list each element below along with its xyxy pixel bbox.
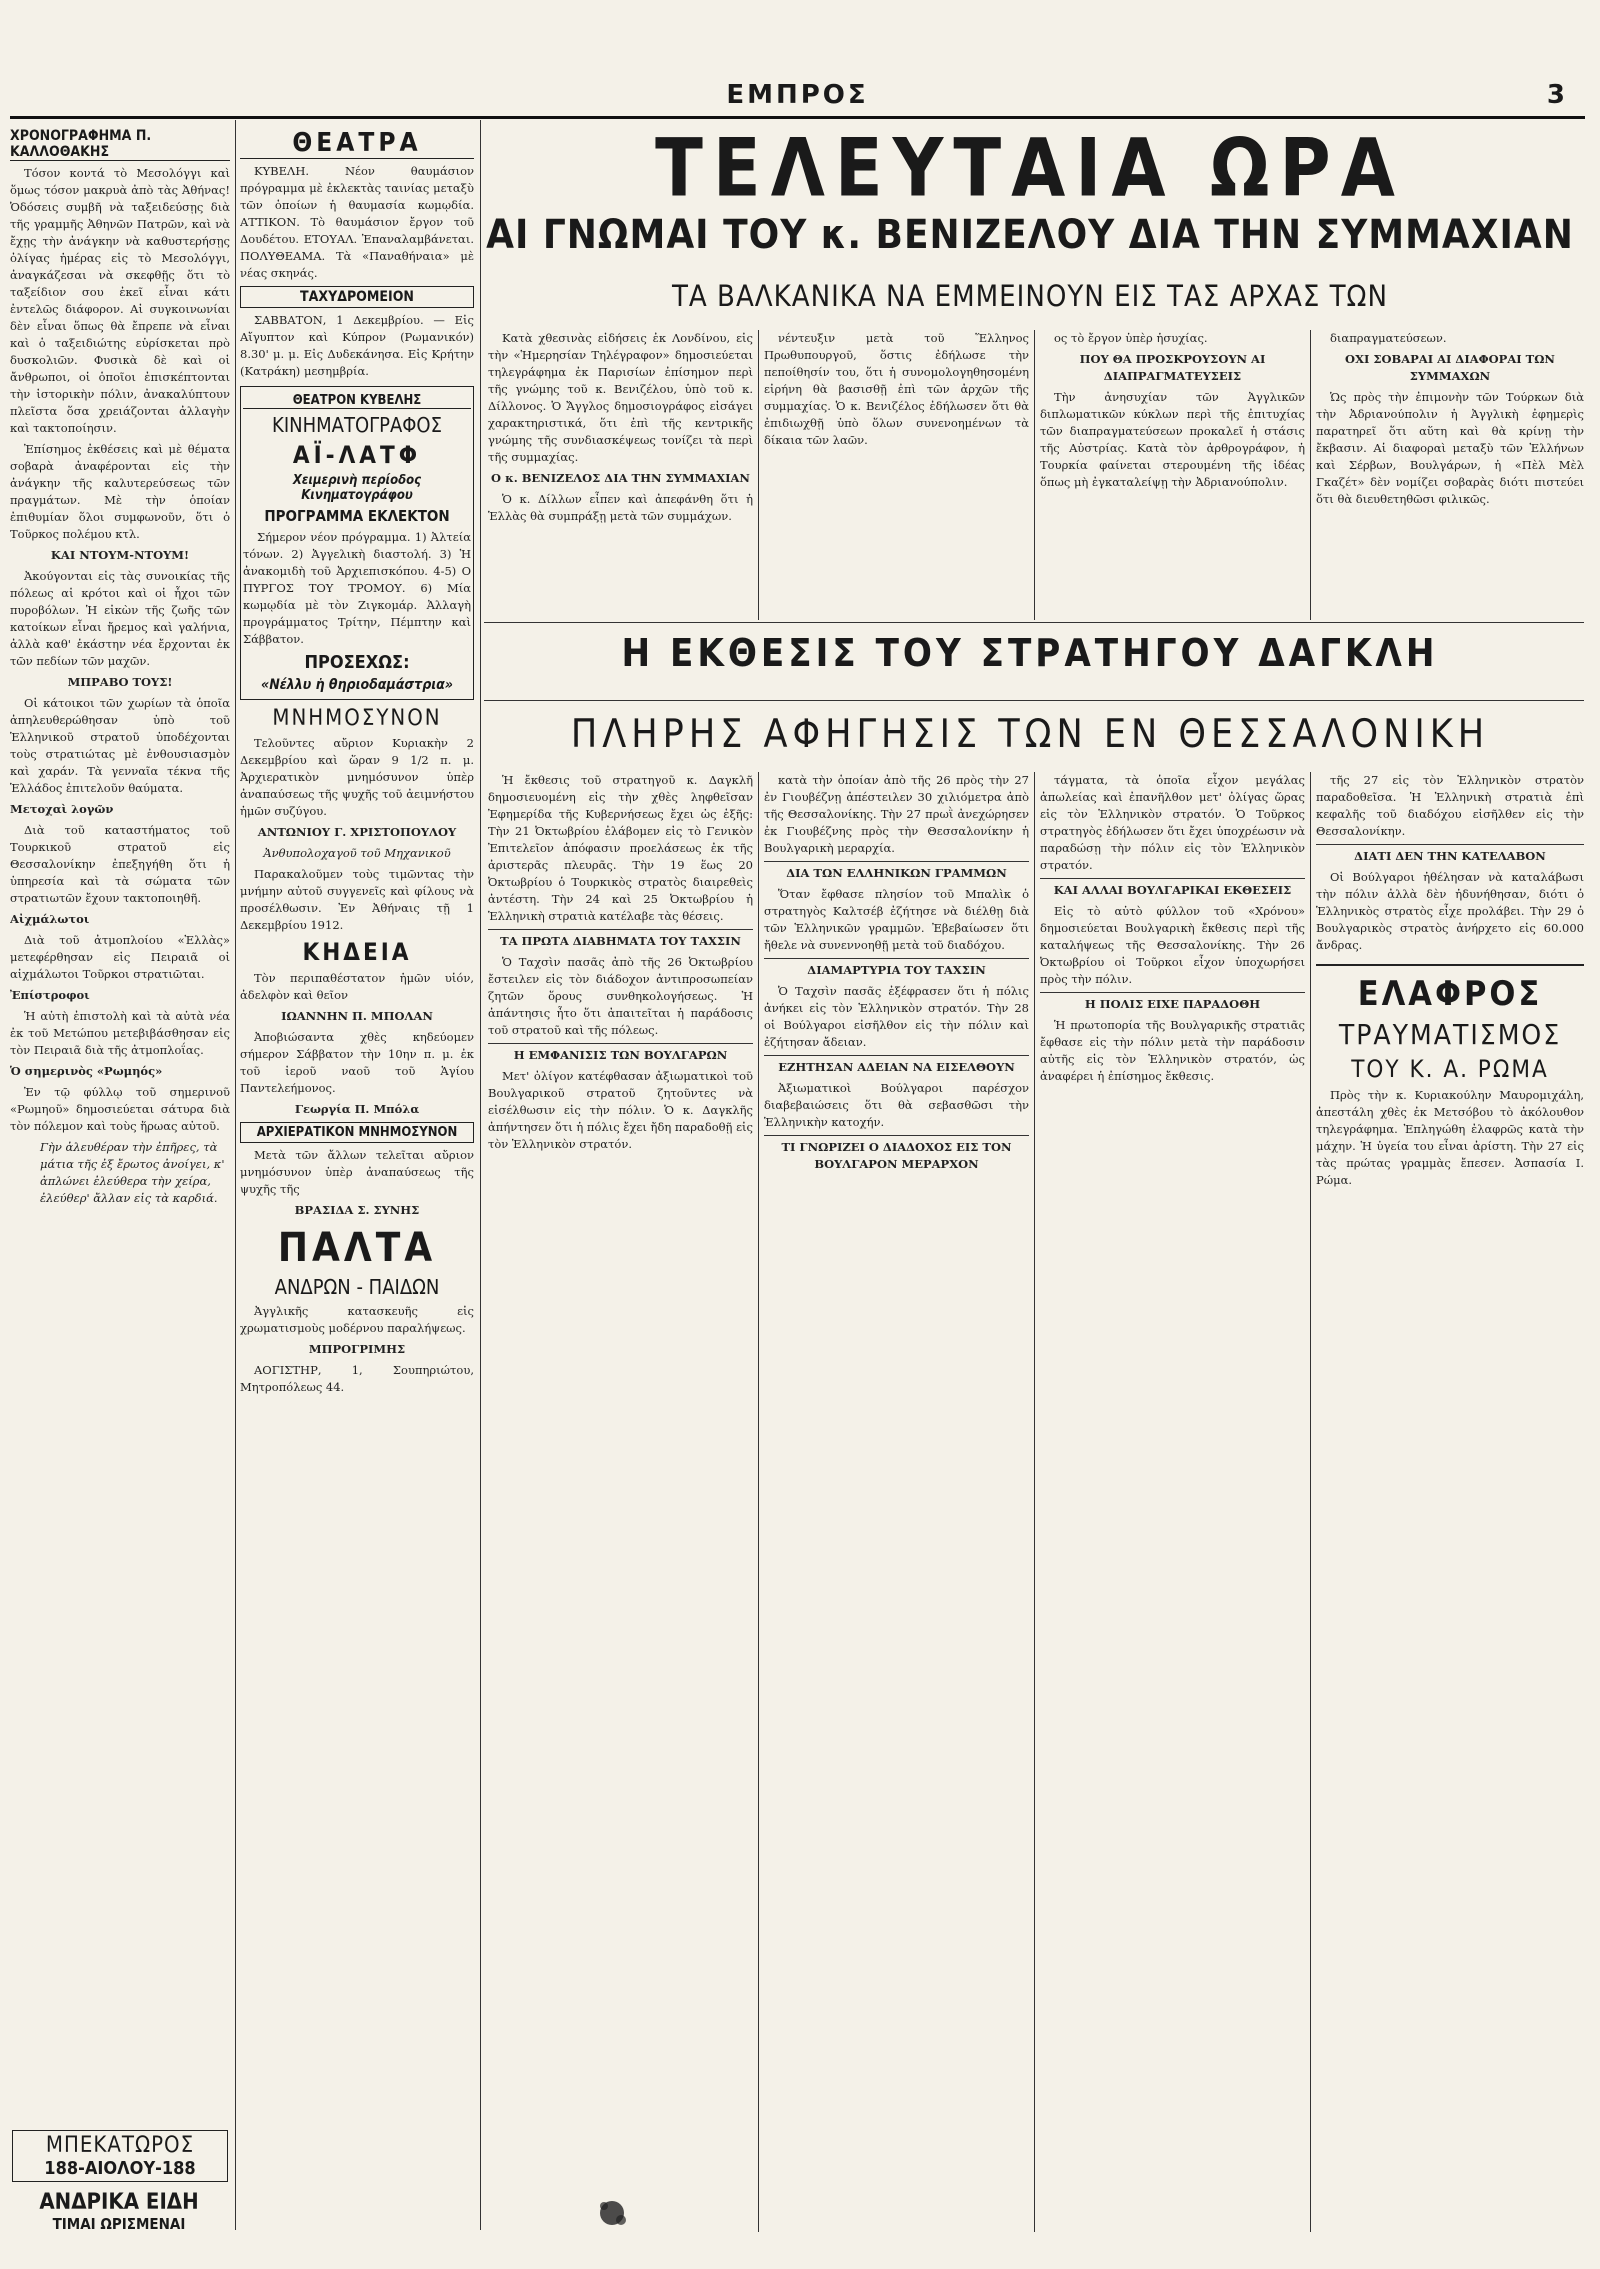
masthead — [10, 80, 1585, 112]
divider — [1310, 330, 1311, 620]
divider — [480, 120, 481, 2230]
paper-name: ΕΜΠΡΟΣ — [726, 80, 869, 110]
poem: Γὴν ἀλευθέραν τὴν ἐπῆρες, τὰ μάτια τῆς ἐξ ἔρωτος ἀνοίγει, κ' ἀπλώνει ἐλεύθερα τὴν χείρα, ἐλεύθερ' ἄλλαν εἰς τὰ καρδιά. — [40, 1140, 225, 1205]
subhead: Μετοχαὶ λογῶν — [10, 802, 114, 816]
paragraph: Τελοῦντες αὔριον Κυριακὴν 2 Δεκεμβρίου καὶ ὥραν 9 1/2 π. μ. Ἀρχιερατικὸν μνημόσυνον ὑπὲρ ἀναπαύσεως τῆς ψυχῆς τοῦ ἀειμνήστου ἡμῶν συζύγου. — [240, 736, 474, 818]
section-rule — [484, 622, 1584, 623]
article-col-a — [488, 330, 753, 620]
paragraph: Ἀγγλικῆς κατασκευῆς εἰς χρωματισμοὺς μοδέρνου παραλήψεως. — [240, 1304, 474, 1335]
subhead: Η ΕΜΦΑΝΙΣΙΣ ΤΩΝ ΒΟΥΛΓΑΡΩΝ — [488, 1043, 753, 1064]
lower-col-3 — [1040, 772, 1305, 2232]
funeral-name: ΙΩΑΝΝΗΝ Π. ΜΠΟΛΑΝ — [281, 1009, 433, 1023]
paragraph: κατὰ τὴν ὁποίαν ἀπὸ τῆς 26 πρὸς τὴν 27 ἐν Γιουβέζνῃ ἀπέστειλεν 30 χιλιόμετρα ἀπὸ τῆς Θεσσαλονίκης. Τὴν 27 πρωῒ ἀνεχώρησεν ἐκ Γιουβέζνης πρὸς τὴν Θεσσαλονίκην ἡ Βουλγαρικὴ μεραρχία. — [764, 773, 1029, 855]
paragraph: Ἐν τῷ φύλλῳ τοῦ σημερινοῦ «Ρωμηοῦ» δημοσιεύεται σάτυρα διὰ τὸν πόλεμον καὶ τοὺς ἥρωας αὐτοῦ. — [10, 1085, 230, 1133]
chronicle-text: Τόσον κοντά τὸ Μεσολόγγι καὶ ὅμως τόσον μακρυὰ ἀπὸ τὰς Ἀθήνας! Ὁδόσεις συμβῆ νὰ ταξειδεύσῃς διὰ τῆς γραμμῆς Ἀθηνῶν Πατρῶν, καὶ νὰ ἔχῃς τὴν ἀνάγκην νὰ καθυστερήσῃς ὀλίγας ἡμέρας εἰς τὸ Μεσολόγγι, ἀναγκάζεσαι νὰ σκεφθῇς ὅτι τὸ ταξείδιον σου ἐκεῖ εἶναι κάτι ἐντελῶς διάφορον. Αἱ συγκοινωνίαι δὲν εἶναι ὅπως θὰ ἔπρεπε νὰ εἶναι καὶ ὁ ταξειδιώτης εὑρίσκεται πρὸ δυσκολιῶν. Φυσικὰ δὲ καὶ οἱ ἄνθρωποι, οἱ ὁποῖοι ἐπισκέπτονται τὴν ἱστορικὴν πόλιν, ἀνακαλύπτουν πλεῖστα ὅσα χρειάζονται ἀλλαγὴν καὶ τακτοποίησιν. — [10, 166, 230, 435]
paragraph: Οἱ Βούλγαροι ἠθέλησαν νὰ καταλάβωσι τὴν πόλιν ἀλλὰ δὲν ἠδυνήθησαν, διότι ὁ Ἑλληνικὸς στρατὸς εἶχε προλάβει. Τὴν 29 ὁ Βουλγαρικὸς στρατὸς ἀνήρχετο εἰς 60.000 ἄνδρας. — [1316, 870, 1584, 952]
divider — [758, 772, 759, 2232]
archi-title: ΑΡΧΙΕΡΑΤΙΚΟΝ ΜΝΗΜΟΣΥΝΟΝ — [240, 1122, 474, 1143]
memorial-title: ΜΝΗΜΟΣΥΝΟΝ — [272, 706, 442, 731]
archi — [240, 1147, 474, 1219]
paragraph: Ὁ Ταχσὶν πασᾶς ἐξέφρασεν ὅτι ἡ πόλις ἀνήκει εἰς τὸν Ἑλληνικὸν στρατόν. Τὴν 28 οἱ Βούλγαροι εἰσῆλθον εἰς τὴν πόλιν καὶ ἐζήτησαν ἄδειαν. — [764, 984, 1029, 1049]
main-title: ΤΕΛΕΥΤΑΙΑ ΩΡΑ — [655, 120, 1405, 216]
cinema-name-2: ΑΪ-ΛΑΤΦ — [292, 441, 422, 469]
theatre-text — [240, 163, 474, 282]
accident-title-2: ΤΡΑΥΜΑΤΙΣΜΟΣ — [1338, 1018, 1562, 1051]
paragraph: ος τὸ ἔργον ὑπὲρ ἡσυχίας. — [1054, 331, 1208, 345]
attention: ΠΡΟΣΕΧΩΣ: — [304, 652, 410, 673]
archi-name: ΒΡΑΣΙΔΑ Σ. ΣΥΝΗΣ — [294, 1203, 420, 1217]
theatre-title: ΘΕΑΤΡΑ — [240, 128, 474, 159]
subhead: ΕΖΗΤΗΣΑΝ ΑΔΕΙΑΝ ΝΑ ΕΙΣΕΛΘΟΥΝ — [764, 1055, 1029, 1076]
cinema-name: ΚΙΝΗΜΑΤΟΓΡΑΦΟΣ — [272, 413, 442, 437]
paragraph: Διὰ τοῦ ἀτμοπλοίου «Ἑλλὰς» μετεφέρθησαν εἰς Πειραιᾶ οἱ αἰχμάλωτοι Τοῦρκοι στρατιῶται. — [10, 933, 230, 981]
paragraph: Σήμερον νέον πρόγραμμα. 1) Ἀλτεία τόνων. 2) Ἀγγελικὴ διαστολή. 3) Ἡ ἀνακομιδὴ τοῦ Ἀρχιεπισκόπου. 4-5) Ο ΠΥΡΓΟΣ ΤΟΥ ΤΡΟΜΟΥ. 6) Μία κωμῳδία μὲ τὸν Ζιγκομάρ. Ἀλλαγὴ προγράμματος Τρίτην, Πέμπτην καὶ Σάββατον. — [243, 530, 471, 646]
subhead: ΔΙΑΜΑΡΤΥΡΙΑ ΤΟΥ ΤΑΧΣΙΝ — [764, 958, 1029, 979]
paragraph: Μετὰ τῶν ἄλλων τελεῖται αὔριον μνημόσυνον ὑπὲρ ἀναπαύσεως τῆς ψυχῆς τῆς — [240, 1148, 474, 1196]
subhead: ΔΙΑ ΤΩΝ ΕΛΛΗΝΙΚΩΝ ΓΡΑΜΜΩΝ — [764, 861, 1029, 882]
subhead: Αἰχμάλωτοι — [10, 912, 90, 926]
section-rule — [484, 700, 1584, 701]
paragraph: Τὸν περιπαθέστατον ἡμῶν υἱόν, ἀδελφὸν καὶ θεῖον — [240, 971, 474, 1002]
lower-col-2 — [764, 772, 1029, 2232]
post-text — [240, 312, 474, 380]
ad-title: ΜΠΕΚΑΤΩΡΟΣ — [45, 2133, 195, 2158]
subhead: ΠΟΥ ΘΑ ΠΡΟΣΚΡΟΥΣΟΥΝ ΑΙ ΔΙΑΠΡΑΓΜΑΤΕΥΣΕΙΣ — [1079, 352, 1266, 383]
paragraph: Εἰς τὸ αὐτὸ φύλλον τοῦ «Χρόνου» δημοσιεύεται Βουλγαρικὴ ἔκθεσις περὶ τῆς καταλήψεως τῆς Θεσσαλονίκης. Τὴν 26 Ὀκτωβρίου οἱ Τοῦρκοι εἶχον ὑποχωρήσει πρὸς τὴν πόλιν. — [1040, 904, 1305, 986]
subhead: ΤΙ ΓΝΩΡΙΖΕΙ Ο ΔΙΑΔΟΧΟΣ ΕΙΣ ΤΟΝ ΒΟΥΛΓΑΡΟΝ ΜΕΡΑΡΧΟΝ — [764, 1135, 1029, 1173]
ad-title: ΑΝΔΡΙΚΑ ΕΙΔΗ — [39, 2190, 199, 2215]
paragraph: διαπραγματεύσεων. — [1330, 331, 1447, 345]
chronicle-title: ΧΡΟΝΟΓΡΑΦΗΜΑ — [10, 128, 132, 144]
paragraph: τῆς 27 εἰς τὸν Ἑλληνικὸν στρατὸν παραδοθεῖσα. Ἡ Ἑλληνικὴ στρατιὰ ἐπὶ κεφαλῆς τοῦ διαδόχου εἰσῆλθεν εἰς τὴν Θεσσαλονίκην. — [1316, 773, 1584, 838]
divider — [1034, 330, 1035, 620]
divider — [235, 120, 236, 2230]
paragraph: Ὡς πρὸς τὴν ἐπιμονὴν τῶν Τούρκων διὰ τὴν Ἀδριανούπολιν ἡ Ἀγγλικὴ ἐφημερὶς παρατηρεῖ ὅτι αὕτη καὶ θὰ κρίνῃ τὴν ἔκβασιν. Αἱ διαφοραὶ μεταξὺ τῶν Ἑλλήνων καὶ Σέρβων, Βουλγάρων, ἡ «Πὲλ Μὲλ Γκαζέτ» δὲν νομίζει σοβαρὰς διότι πιστεύει ὅτι θὰ διευθετηθῶσι φιλικῶς. — [1316, 390, 1584, 506]
paragraph: Τὴν ἀνησυχίαν τῶν Ἀγγλικῶν διπλωματικῶν κύκλων περὶ τῆς ἐπιτυχίας τῶν διαπραγματεύσεων προκαλεῖ ἡ στάσις τῆς Αὐστρίας. Κατὰ τὸν ἀρθρογράφον, ἡ Τουρκία φαίνεται στερουμένη τῆς ἰδέας ὅπως μὴ ἐγκαταλείψῃ τὴν Ἀδριανούπολιν. — [1040, 390, 1305, 489]
chronicle-body — [10, 165, 230, 1207]
paragraph: Ἀποβιώσαντα χθὲς κηδεύομεν σήμερον Σάββατον τὴν 10ην π. μ. ἐκ τοῦ ἱεροῦ ναοῦ τοῦ Ἁγίου Παντελεήμονος. — [240, 1030, 474, 1095]
paragraph: Ἀξιωματικοὶ Βούλγαροι παρέσχον διαβεβαιώσεις ὅτι θὰ σεβασθῶσι τὴν Ἑλληνικὴν κατοχήν. — [764, 1081, 1029, 1129]
palta-title: ΠΑΛΤΑ — [277, 1225, 437, 1271]
paragraph: Πρὸς τὴν κ. Κυριακούλην Μαυρομιχάλη, ἀπεστάλη χθὲς ἐκ Μετσόβου τὸ ἀκόλουθον τηλεγράφημα. Ἐπληγώθη ἐλαφρῶς κατὰ τὴν μάχην. Ἡ ὑγεία του εἶναι ἀρίστη. Τὴν 27 εἰς τὰς πρώτας γραμμὰς ἔπεσεν. Ἀσπασία Ι. Ρώμα. — [1316, 1088, 1584, 1187]
paragraph: Ὁ κ. Δίλλων εἶπεν καὶ ἀπεφάνθη ὅτι ἡ Ἑλλὰς θὰ συμπράξῃ μετὰ τῶν συμμάχων. — [488, 492, 753, 523]
accident-article — [1316, 964, 1584, 1189]
divider — [1034, 772, 1035, 2232]
paragraph: Ἀκούγονται εἰς τὰς συνοικίας τῆς πόλεως αἱ κρότοι καὶ οἱ ἦχοι τῶν πυροβόλων. Ἡ εἰκὼν τῆς ζωῆς τῶν κατοίκων εἶναι ἤρεμος καὶ γαλήνια, ἀλλὰ καθ' ἑκάστην νέα ἔρχονται ἐκ τῶν πεδίων τῶν μαχῶν. — [10, 569, 230, 668]
funeral-title: ΚΗΔΕΙΑ — [302, 938, 412, 966]
program-title: ΠΡΟΓΡΑΜΜΑ ΕΚΛΕΚΤΟΝ — [264, 507, 450, 525]
cinema-box-title: ΘΕΑΤΡΟΝ ΚΥΒΕΛΗΣ — [243, 393, 471, 409]
ad-bekatoros — [12, 2130, 228, 2182]
subhead: ΤΑ ΠΡΩΤΑ ΔΙΑΒΗΜΑΤΑ ΤΟΥ ΤΑΧΣΙΝ — [488, 929, 753, 950]
left-column — [10, 124, 230, 2224]
ad-address: 188-ΑΙΟΛΟΥ-188 — [44, 2158, 196, 2179]
cinema-box — [240, 386, 474, 700]
paragraph: τάγματα, τὰ ὁποῖα εἶχον μεγάλας ἀπωλείας καὶ ἐπανῆλθον μετ' ὀλίγας ὥρας εἰς τὸν Ἑλληνικὸν στρατόν. Ὁ Τοῦρκος στρατηγὸς ἐδήλωσεν ὅτι ἔχει ὑποχρέωσιν νὰ παραδώσῃ τὴν πόλιν εἰς τὸν Ἑλληνικὸν στρατόν. — [1040, 773, 1305, 872]
subhead: ΔΙΑΤΙ ΔΕΝ ΤΗΝ ΚΑΤΕΛΑΒΟΝ — [1316, 844, 1584, 865]
article-col-b — [764, 330, 1029, 620]
chronicle-heading — [10, 128, 230, 161]
paragraph: νέντευξιν μετὰ τοῦ Ἕλληνος Πρωθυπουργοῦ, ὅστις ἐδήλωσε τὴν πεποίθησίν του, ὅτι ἡ συνομολογηθησομένη εἰρήνη θὰ βασισθῇ ἐπὶ τῶν ἀρχῶν τῆς συμμαχίας. Ὁ κ. Βενιζέλος ἐδήλωσεν ὅτι θὰ ἐπιδιωχθῇ ὑπὸ ὅλων συνενοημένων τὰ δίκαια τῶν λαῶν. — [764, 331, 1029, 447]
subhead: Ἐπίστροφοι — [10, 988, 90, 1002]
headline-dagklis-report: Η ΕΚΘΕΣΙΣ ΤΟΥ ΣΤΡΑΤΗΓΟΥ ΔΑΓΚΛΗ — [621, 631, 1439, 675]
paragraph: Ὁ Ταχσὶν πασᾶς ἀπὸ τῆς 26 Ὀκτωβρίου ἔστειλεν εἰς τὸν διάδοχον ἀντιπροσωπείαν ζητῶν ὅρους συνθηκολογήσεως. Ἡ ἀπάντησις ἦτο ὅτι ἀπαιτεῖται ἡ παράδοσις τοῦ στρατοῦ καὶ τῆς πόλεως. — [488, 955, 753, 1037]
paragraph: Ἡ πρωτοπορία τῆς Βουλγαρικῆς στρατιᾶς ἔφθασε εἰς τὴν πόλιν μετὰ τὴν παράδοσιν αὐτῆς εἰς τὸν Ἑλληνικὸν στρατόν, ὡς ἀναφέρει ἡ ἐπίσημος ἔκθεσις. — [1040, 1018, 1305, 1083]
palta-subtitle: ΑΝΔΡΩΝ - ΠΑΙΔΩΝ — [274, 1275, 440, 1299]
paragraph: Ὅταν ἔφθασε πλησίον τοῦ Μπαλὶκ ὁ στρατηγὸς Καλτσέβ ἐζήτησε νὰ διέλθῃ διὰ τῶν Ἑλληνικῶν γραμμῶν. Ἐβεβαίωσεν ὅτι ἤθελε νὰ συνεννοηθῇ μετὰ τοῦ διαδόχου. — [764, 887, 1029, 952]
divider — [1310, 772, 1311, 2232]
funeral-sign: Γεωργία Π. Μπόλα — [294, 1102, 420, 1116]
paragraph: Οἱ κάτοικοι τῶν χωρίων τὰ ὁποῖα ἀπηλευθερώθησαν ὑπὸ τοῦ Ἑλληνικοῦ στρατοῦ ὑποδέχονται τοὺς στρατιώτας μὲ ἐνθουσιασμὸν καὶ χαράν. Τὰ γενναῖα τέκνα τῆς Ἑλλάδος ἐπιτελοῦν θαύματα. — [10, 696, 230, 795]
subhead: ΟΧΙ ΣΟΒΑΡΑΙ ΑΙ ΔΙΑΦΟΡΑΙ ΤΩΝ ΣΥΜΜΑΧΩΝ — [1345, 352, 1555, 383]
article-col-c — [1040, 330, 1305, 620]
ink-blot — [595, 2196, 629, 2230]
memorial-role: Ἀνθυπολοχαγοῦ τοῦ Μηχανικοῦ — [263, 846, 451, 860]
post-title: ΤΑΧΥΔΡΟΜΕΙΟΝ — [240, 286, 474, 308]
second-column — [240, 124, 474, 2234]
attention-text: «Νέλλυ ἡ θηριοδαμάστρια» — [261, 677, 453, 693]
ad-mens-goods — [12, 2190, 226, 2233]
paragraph: Διὰ τοῦ καταστήματος τοῦ Τουρκικοῦ στρατοῦ εἰς Θεσσαλονίκην ἐπεξηγήθη ὅτι ἡ ὑπηρεσία καὶ τὰ σώματα τῶν στρατιωτῶν ἔχουν τακτοποιηθῆ. — [10, 823, 230, 905]
headline-venizelos: ΑΙ ΓΝΩΜΑΙ ΤΟΥ κ. ΒΕΝΙΖΕΛΟΥ ΔΙΑ ΤΗΝ ΣΥΜΜΑΧΙΑΝ — [486, 212, 1574, 258]
paragraph: Παρακαλοῦμεν τοὺς τιμῶντας τὴν μνήμην αὐτοῦ συγγενεῖς καὶ φίλους νὰ προσέλθωσιν. Ἐν Ἀθήναις τῇ 1 Δεκεμβρίου 1912. — [240, 867, 474, 932]
memorial-name: ΑΝΤΩΝΙΟΥ Γ. ΧΡΙΣΤΟΠΟΥΛΟΥ — [257, 825, 457, 839]
paragraph: Κατὰ χθεσινὰς εἰδήσεις ἐκ Λονδίνου, εἰς τὴν «Ἡμερησίαν Τηλέγραφον» δημοσιεύεται τηλεγράφημα ἐκ Παρισίων ἐπίσημον περὶ τῆς γνώμης τοῦ κ. Βενιζέλου, ὑπὸ τοῦ κ. Δίλλονος. Ὁ Ἄγγλος δημοσιογράφος εἰσάγει χαρακτηριστικά, ὅτι ἐπὶ τῆς κεντρικῆς γνώμης τῆς συνδιασκέψεως τονίζει τὰ περὶ τῆς συμμαχίας. — [488, 331, 753, 464]
headline-balkans: ΤΑ ΒΑΛΚΑΝΙΚΑ ΝΑ ΕΜΜΕΙΝΟΥΝ ΕΙΣ ΤΑΣ ΑΡΧΑΣ ΤΩΝ — [671, 279, 1389, 313]
palta — [240, 1303, 474, 1396]
chronicle-byline: Π. ΚΑΛΛΟΘΑΚΗΣ — [10, 128, 152, 160]
chronicle-text-2: Ἐπίσημος ἐκθέσεις καὶ μὲ θέματα σοβαρὰ ἀναφέρονται εἰς τὴν ἀνάγκην τῆς καλυτερεύσεως τῶν πραγμάτων. Μὲ τὴν ὁποίαν ἐπιθυμίαν ὅλοι συμφωνοῦν, ὅτι ὁ Τοῦρκος πολέμου κτλ. — [10, 442, 230, 541]
paragraph: ΣΑΒΒΑΤΟΝ, 1 Δεκεμβρίου. — Εἰς Αἴγυπτον καὶ Κύπρον (Ρωμανικόν) 8.30' μ. μ. Εἰς Δυδεκάνησα. Εἰς Κρήτην (Κατράκη) μεσημβρία. — [240, 313, 474, 378]
paragraph: ΑΟΓΙΣΤΗΡ, 1, Σουπηριώτου, Μητροπόλεως 44. — [240, 1363, 474, 1394]
page-number: 3 — [1546, 80, 1565, 110]
headline-thessaloniki: ΠΛΗΡΗΣ ΑΦΗΓΗΣΙΣ ΤΩΝ ΕΝ ΘΕΣΣΑΛΟΝΙΚΗ — [570, 712, 1490, 757]
program-text — [243, 529, 471, 648]
cinema-subtitle: Χειμερινὴ περίοδος Κινηματογράφου — [292, 473, 422, 503]
accident-title: ΕΛΑΦΡΟΣ — [1357, 974, 1543, 1014]
subhead: ΚΑΙ ΝΤΟΥΜ-ΝΤΟΥΜ! — [50, 548, 190, 562]
accident-title-3: ΤΟΥ Κ. Α. ΡΩΜΑ — [1351, 1055, 1549, 1083]
ad-line: ΤΙΜΑΙ ΩΡΙΣΜΕΝΑΙ — [52, 2215, 186, 2233]
subhead: ΜΠΡΑΒΟ ΤΟΥΣ! — [67, 675, 173, 689]
article-col-d — [1316, 330, 1584, 620]
divider — [758, 330, 759, 620]
lower-col-1 — [488, 772, 753, 2232]
subhead: Η ΠΟΛΙΣ ΕΙΧΕ ΠΑΡΑΔΟΘΗ — [1040, 992, 1305, 1013]
funeral — [240, 970, 474, 1118]
palta-store: ΜΠΡΟΓΡΙΜΗΣ — [308, 1342, 406, 1356]
lower-col-4 — [1316, 772, 1584, 2232]
subhead: Ο κ. ΒΕΝΙΖΕΛΟΣ ΔΙΑ ΤΗΝ ΣΥΜΜΑΧΙΑΝ — [491, 471, 750, 485]
subhead: Ὁ σημερινὸς «Ρωμηός» — [10, 1064, 163, 1078]
paragraph: Μετ' ὀλίγον κατέφθασαν ἀξιωματικοὶ τοῦ Βουλγαρικοῦ στρατοῦ ζητοῦντες νὰ εἰσέλθωσιν εἰς τὴν πόλιν. Ὁ κ. Δαγκλῆς ἀπήντησεν ὅτι ἡ πόλις ἔχει ἤδη παραδοθῇ εἰς τὸν Ἑλληνικὸν στρατόν. — [488, 1069, 753, 1151]
paragraph: Ἡ αὐτὴ ἐπιστολὴ καὶ τὰ αὐτὰ νέα ἐκ τοῦ Μετώπου μετεβιβάσθησαν εἰς τὸν Πειραιᾶ διὰ τῆς ἀτμοπλοΐας. — [10, 1009, 230, 1057]
paragraph: ΚΥΒΕΛΗ. Νέον θαυμάσιον πρόγραμμα μὲ ἐκλεκτὰς ταινίας μεταξὺ τῶν ὁποίων ἡ θαυμασία κωμῳδία. ΑΤΤΙΚΟΝ. Τὸ θαυμάσιον ἔργον τοῦ Δουδέτου. ΕΤΟΥΑΛ. Ἐπαναλαμβάνεται. ΠΟΛΥΘΕΑΜΑ. Τὰ «Παναθήναια» μὲ νέας σκηνάς. — [240, 164, 474, 280]
memorial — [240, 735, 474, 934]
masthead-rule — [10, 116, 1585, 119]
paragraph: Ἡ ἔκθεσις τοῦ στρατηγοῦ κ. Δαγκλῆ δημοσιευομένη εἰς τὴν χθὲς ληφθεῖσαν Ἐφημερίδα τῆς Κυβερνήσεως ἔχει ὡς ἑξῆς: Τὴν 21 Ὀκτωβρίου ἐλάβομεν εἰς τὸ Γενικὸν Ἐπιτελεῖον ἀπόφασιν προελάσεως ἐκ τῆς ἀριστερᾶς πλευρᾶς. Τὴν 19 ἕως 20 Ὀκτωβρίου ὁ Τουρκικὸς στρατὸς διαιρεθεὶς ἀντέστη. Τὴν 24 καὶ 25 Ὀκτωβρίου ἡ Ἑλληνικὴ στρατιὰ κατέλαβε τὰς θέσεις. — [488, 773, 753, 923]
subhead: ΚΑΙ ΑΛΛΑΙ ΒΟΥΛΓΑΡΙΚΑΙ ΕΚΘΕΣΕΙΣ — [1040, 878, 1305, 899]
